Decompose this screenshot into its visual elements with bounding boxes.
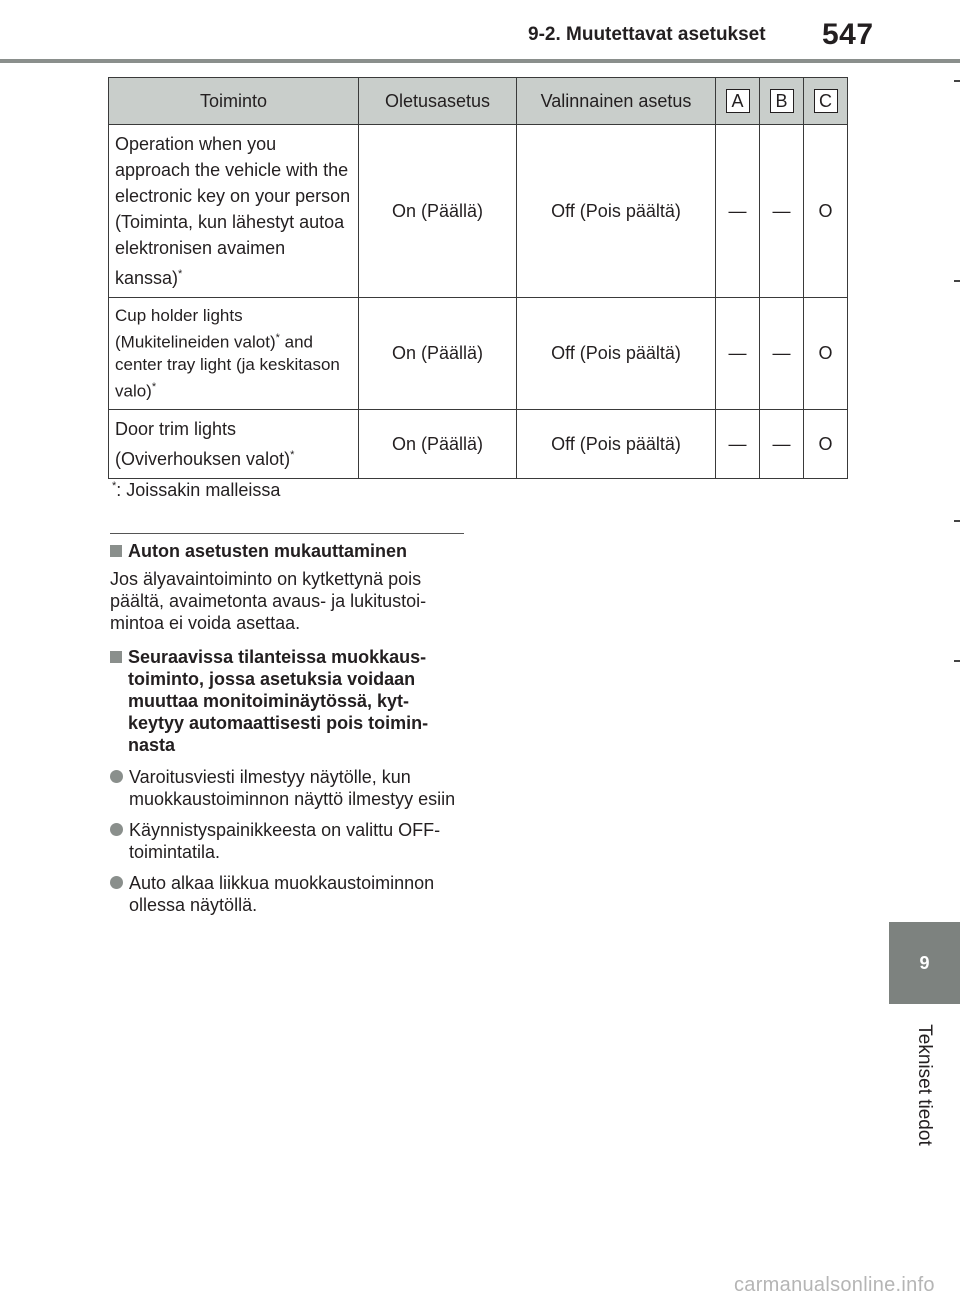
- row-c: O: [804, 125, 848, 298]
- function-text: Door trim lights (Oviverhouksen valot): [115, 419, 291, 469]
- list-item: [110, 766, 470, 810]
- function-text: Cup holder lights (Mukitelineiden valot): [115, 305, 276, 352]
- col-a-badge: A: [726, 89, 750, 113]
- list-item-text: Käynnistyspainikkeesta on valittu OFF-toimintatila.: [129, 820, 441, 862]
- row-optional: Off (Pois päältä): [517, 125, 716, 298]
- footnote-mark: *: [151, 380, 157, 393]
- row-default: On (Päällä): [359, 298, 517, 410]
- footnote-text: : Joissakin malleissa: [116, 480, 281, 500]
- heading-text: Seuraavissa tilanteissa muokkaus-toiminto, jossa asetuksia voidaan muuttaa monitoiminäytössä, kyt-keytyy automaattisesti pois toimin-nasta: [128, 647, 429, 755]
- chapter-label: Tekniset tiedot: [914, 1024, 935, 1146]
- function-text: and center tray light (ja keskitason valo): [115, 332, 340, 401]
- edge-tick: [954, 80, 960, 82]
- row-a: —: [716, 125, 760, 298]
- header-col-c: [804, 78, 848, 125]
- list-item-text: Varoitusviesti ilmestyy näytölle, kun muokkaustoiminnon näyttö ilmestyy esiin: [129, 767, 456, 809]
- table-row: [109, 125, 848, 298]
- watermark: carmanualsonline.info: [734, 1274, 935, 1296]
- header-optional: Valinnainen asetus: [517, 78, 716, 125]
- row-optional: Off (Pois päältä): [517, 298, 716, 410]
- row-function: [109, 410, 359, 479]
- row-optional: Off (Pois päältä): [517, 410, 716, 479]
- header-default: Oletusasetus: [359, 78, 517, 125]
- section-divider: [110, 533, 464, 534]
- edge-tick: [954, 280, 960, 282]
- row-default: On (Päällä): [359, 410, 517, 479]
- section-body: Jos älyavaintoiminto on kytkettynä pois päältä, avaimetonta avaus- ja lukitustoi-mintoa ei voida asettaa.: [110, 569, 427, 633]
- square-bullet-icon: [110, 545, 122, 557]
- table-header-row: [109, 78, 848, 125]
- table-footnote: [112, 480, 280, 501]
- heading-text: Auton asetusten mukauttaminen: [128, 541, 408, 561]
- row-b: —: [760, 125, 804, 298]
- chapter-tab: 9: [889, 922, 960, 1004]
- header-col-a: [716, 78, 760, 125]
- header-col-b: [760, 78, 804, 125]
- row-default: On (Päällä): [359, 125, 517, 298]
- row-function: [109, 125, 359, 298]
- function-text: Operation when you approach the vehicle with the electronic key on your person (Toiminta, kun lähestyt autoa elektronisen avaimen kanssa): [115, 134, 351, 288]
- list-item: [110, 872, 470, 916]
- edge-tick: [954, 660, 960, 662]
- table-row: [109, 410, 848, 479]
- footnote-mark: *: [112, 480, 117, 492]
- row-c: O: [804, 298, 848, 410]
- list-item-text: Auto alkaa liikkua muokkaustoiminnon ollessa näytöllä.: [129, 873, 435, 915]
- table-row: [109, 298, 848, 410]
- settings-table: [108, 77, 848, 479]
- section-customize: [110, 540, 470, 634]
- footnote-mark: *: [178, 268, 183, 280]
- row-c: O: [804, 410, 848, 479]
- header-rule: [0, 59, 960, 63]
- section-title: 9-2. Muutettavat asetukset: [528, 24, 766, 45]
- circle-bullet-icon: [110, 823, 123, 836]
- row-a: —: [716, 410, 760, 479]
- section-heading: [110, 646, 470, 756]
- col-c-badge: C: [814, 89, 838, 113]
- row-b: —: [760, 298, 804, 410]
- circle-bullet-icon: [110, 770, 123, 783]
- footnote-mark: *: [275, 331, 280, 344]
- square-bullet-icon: [110, 651, 122, 663]
- section-heading: [110, 540, 470, 562]
- list-item: [110, 819, 470, 863]
- page-number: 547: [822, 18, 874, 51]
- row-function: [109, 298, 359, 410]
- header-function: Toiminto: [109, 78, 359, 125]
- edge-tick: [954, 520, 960, 522]
- circle-bullet-icon: [110, 876, 123, 889]
- row-b: —: [760, 410, 804, 479]
- row-a: —: [716, 298, 760, 410]
- col-b-badge: B: [770, 89, 794, 113]
- section-auto-off: [110, 646, 470, 916]
- footnote-mark: *: [290, 449, 295, 461]
